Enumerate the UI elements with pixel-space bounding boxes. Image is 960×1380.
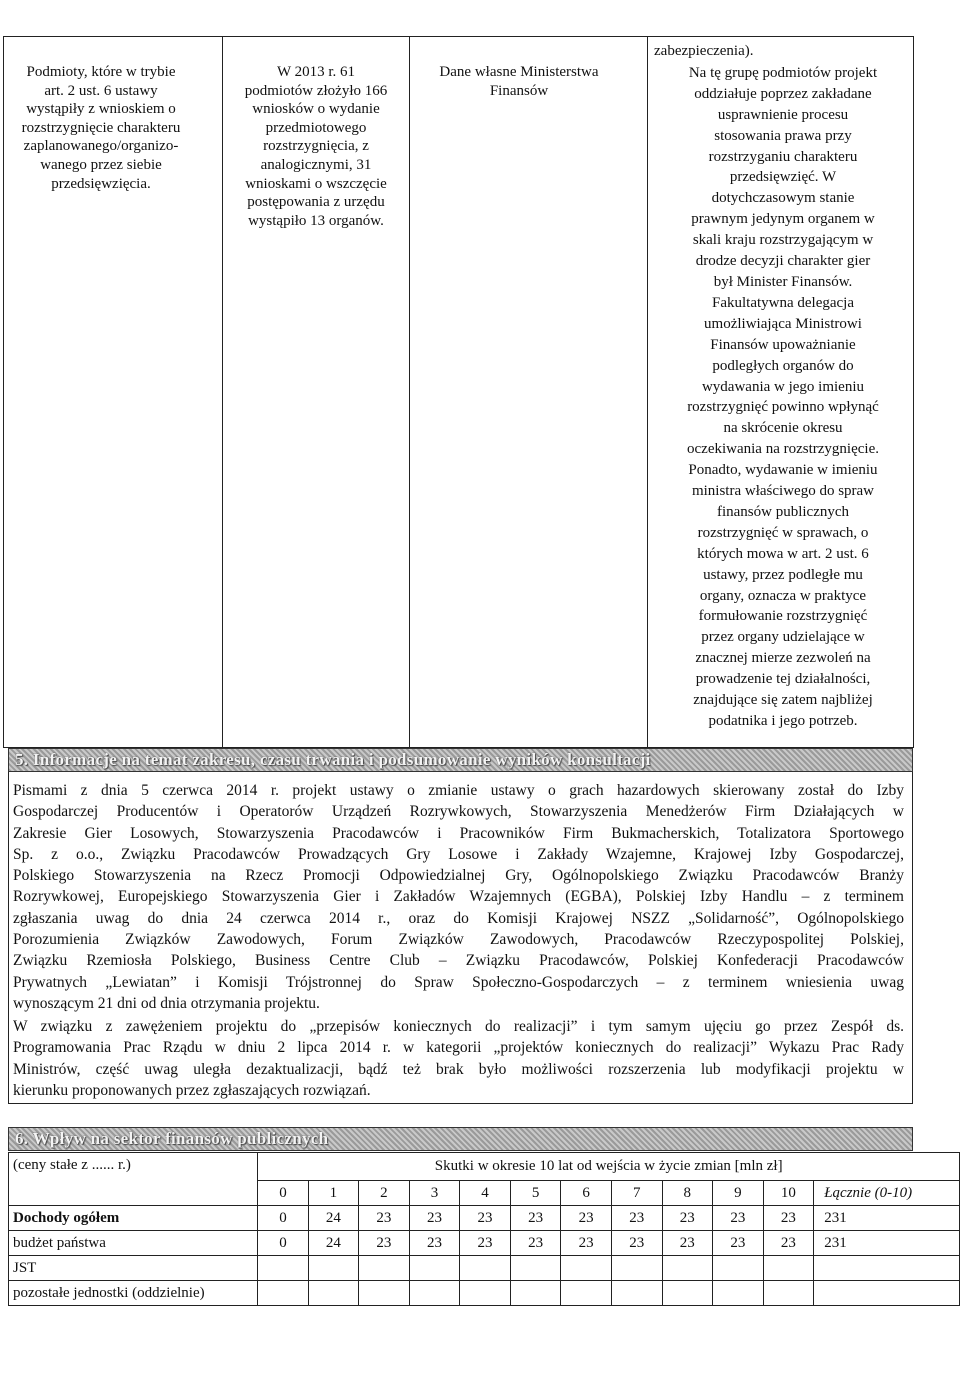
text-line: analogicznymi, 31 xyxy=(260,156,372,173)
text-line: W związku z zawężeniem projektu do „przepisów koniecznych do realizacji” i tym samym ujęciu go przez Zespół ds. xyxy=(13,1018,904,1035)
text-line: podatnika i jego potrzeb. xyxy=(708,713,858,729)
value-cell xyxy=(409,1256,460,1281)
text-line: oddziałuje poprzez zakładane xyxy=(694,85,872,102)
year-header-cell: 3 xyxy=(409,1181,460,1206)
text-line: ministra właściwego do spraw xyxy=(691,483,875,500)
value-cell xyxy=(308,1281,359,1306)
total-cell: 231 xyxy=(814,1231,960,1256)
finance-row xyxy=(9,1281,960,1306)
text-line: wydawania w jego imieniu xyxy=(701,378,865,395)
text-line: rozstrzygnięcia, z xyxy=(263,138,369,155)
value-cell xyxy=(763,1256,814,1281)
impact-description-cell xyxy=(654,41,912,732)
text-line: drodze decyzji charakter gier xyxy=(695,253,871,270)
text-line: których mowa w art. 2 ust. 6 xyxy=(697,545,869,562)
row-label: JST xyxy=(9,1256,258,1281)
text-line: oczekiwania na rozstrzygnięcie. xyxy=(687,441,879,458)
text-line: Na tę grupę podmiotów projekt xyxy=(688,64,878,81)
value-cell xyxy=(258,1281,308,1306)
value-cell: 23 xyxy=(662,1206,713,1231)
total-header-cell: Łącznie (0-10) xyxy=(814,1181,960,1206)
value-cell: 23 xyxy=(763,1206,814,1231)
text-line: Programowania Prac Rządu w dniu 2 lipca 2014 r. w kategorii „projektów koniecznych do realizacji” Wykazu Prac Rady xyxy=(13,1039,904,1057)
text-line: usprawnienie procesu xyxy=(717,106,849,123)
value-cell: 23 xyxy=(359,1206,410,1231)
column-divider xyxy=(222,37,223,747)
text-line: finansów publicznych xyxy=(716,503,850,520)
entity-size-cell xyxy=(227,63,405,230)
value-cell xyxy=(561,1281,612,1306)
value-cell: 0 xyxy=(258,1231,308,1256)
section-5-header xyxy=(8,748,913,772)
text-line: ustawy, przez podległe mu xyxy=(703,566,863,583)
value-cell: 23 xyxy=(409,1231,460,1256)
value-cell xyxy=(359,1256,410,1281)
value-cell: 23 xyxy=(611,1206,662,1231)
value-cell xyxy=(308,1256,359,1281)
text-line: umożliwiająca Ministrowi xyxy=(704,315,862,332)
effects-header: Skutki w okresie 10 lat od wejścia w życie zmian [mln zł] xyxy=(258,1153,960,1181)
text-line: przedsięwzięć. W xyxy=(729,169,837,186)
value-cell: 0 xyxy=(258,1206,308,1231)
total-cell: 231 xyxy=(814,1206,960,1231)
value-cell: 23 xyxy=(460,1231,511,1256)
row-label: pozostałe jednostki (oddzielnie) xyxy=(9,1281,258,1306)
total-cell xyxy=(814,1256,960,1281)
value-cell xyxy=(258,1256,308,1281)
finance-row xyxy=(9,1256,960,1281)
year-header-cell: 2 xyxy=(359,1181,410,1206)
text-line: Gospodarczej Producentów i Operatorów Urządzeń Rozrywkowych, Stowarzyszenia Menedżerów Firm Działających w xyxy=(13,803,904,821)
text-line: zaplanowanego/organizo- xyxy=(23,138,179,155)
text-line: Zakresie Gier Losowych, Stowarzyszenia Pracodawców i Pracowników Firm Bukmacherskich, Totalizatora Sportowego xyxy=(13,824,904,842)
text-line: Fakultatywna delegacja xyxy=(711,294,855,311)
text-line: rozstrzygnięć powinno wpłynąć xyxy=(687,399,879,416)
consultation-summary-box xyxy=(8,772,913,1104)
text-line: Dane własne Ministerstwa xyxy=(439,64,599,80)
cell-text-line: zabezpieczenia). xyxy=(654,43,754,59)
text-line: Sp. z o.o., Związku Pracodawców Prowadzących Gry Losowe i Zakłady Wzajemne, Krajowej Izby Gospodarczej, xyxy=(13,845,904,863)
value-cell: 23 xyxy=(713,1206,764,1231)
consultation-paragraph-1 xyxy=(13,780,904,1014)
value-cell xyxy=(460,1281,511,1306)
text-line: wanego przez siebie xyxy=(40,156,162,173)
year-header-cell: 7 xyxy=(611,1181,662,1206)
year-header-cell: 1 xyxy=(308,1181,359,1206)
text-line: przedsięwzięcia. xyxy=(51,175,151,192)
value-cell: 24 xyxy=(308,1231,359,1256)
text-line: przedmiotowego xyxy=(265,119,367,136)
value-cell xyxy=(510,1281,561,1306)
value-cell xyxy=(611,1281,662,1306)
value-cell: 23 xyxy=(510,1206,561,1231)
year-header-cell: 0 xyxy=(258,1181,308,1206)
year-header-cell: 5 xyxy=(510,1181,561,1206)
text-line: podległych organów do xyxy=(712,357,854,374)
text-line: rozstrzyganiu charakteru xyxy=(708,148,858,165)
text-line: postępowania z urzędu xyxy=(247,194,385,211)
text-line: Prywatnych „Lewiatan” i Komisji Trójstronnej do Spraw Społeczno-Gospodarczych – z terminem wniesienia uwag xyxy=(13,973,904,991)
column-divider xyxy=(647,37,648,747)
text-line: zgłaszania uwag do dnia 24 czerwca 2014 r., oraz do Komisji Krajowej NSZZ „Solidarność”, Ogólnopolskiego xyxy=(13,909,904,927)
text-line: Finansów upoważnianie xyxy=(710,336,856,353)
text-line: znajdujące się zatem najbliżej xyxy=(693,692,873,709)
value-cell: 23 xyxy=(561,1231,612,1256)
text-line: Ministrów, część uwag uległa dezaktualizacji, bądź też brak było możliwości rozszerzenia lub modyfikacji projektu w xyxy=(13,1060,904,1078)
value-cell xyxy=(510,1256,561,1281)
text-line: przez organy udzielające w xyxy=(701,629,865,646)
text-line: Podmioty, które w trybie xyxy=(26,64,176,80)
text-line: wynoszącym 21 dni od dnia otrzymania projektu. xyxy=(13,994,320,1012)
value-cell: 23 xyxy=(763,1231,814,1256)
text-line: wniosków o wydanie xyxy=(252,101,380,118)
year-header-cell: 10 xyxy=(763,1181,814,1206)
text-line: skali kraju rozstrzygającym w xyxy=(692,232,874,249)
total-cell xyxy=(814,1281,960,1306)
value-cell xyxy=(561,1256,612,1281)
year-header-cell: 9 xyxy=(713,1181,764,1206)
section-6-title: 6. Wpływ na sektor finansów publicznych xyxy=(15,1129,329,1148)
section-6-header xyxy=(8,1127,913,1151)
value-cell: 24 xyxy=(308,1206,359,1231)
year-header-cell: 4 xyxy=(460,1181,511,1206)
value-cell: 23 xyxy=(713,1231,764,1256)
text-line: Pismami z dnia 5 czerwca 2014 r. projekt ustawy o zmianie ustawy o grach hazardowych skierowany został do Izby xyxy=(13,782,904,799)
value-cell xyxy=(713,1281,764,1306)
text-line: Polskiego Stowarzyszenia na Rzecz Promocji Odpowiedzialnej Gry, Ogólnopolskiego Związku Pracodawców Branży xyxy=(13,867,904,885)
value-cell: 23 xyxy=(510,1231,561,1256)
value-cell xyxy=(713,1256,764,1281)
text-line: wystąpiło 13 organów. xyxy=(248,212,384,229)
text-line: Rozrywkowej, Europejskiego Stowarzyszenia Gier i Zakładów Wzajemnych (EGBA), Polskiej Izby Handlu – z terminem xyxy=(13,888,904,906)
text-line: Ponadto, wydawanie w imieniu xyxy=(688,462,878,479)
text-line: rozstrzygnięcie charakteru xyxy=(21,119,181,136)
text-line: art. 2 ust. 6 ustawy xyxy=(44,82,158,99)
section-5-title: 5. Informacje na temat zakresu, czasu trwania i podsumowanie wyników konsultacji xyxy=(15,750,651,769)
column-divider xyxy=(409,37,410,747)
finance-row xyxy=(9,1206,960,1231)
text-line: organy, oznacza w praktyce xyxy=(699,587,867,604)
value-cell: 23 xyxy=(460,1206,511,1231)
text-line: wystąpiły z wnioskiem o xyxy=(26,101,176,118)
value-cell: 23 xyxy=(409,1206,460,1231)
value-cell: 23 xyxy=(611,1231,662,1256)
value-cell xyxy=(763,1281,814,1306)
year-header-cell: 8 xyxy=(662,1181,713,1206)
text-line: znacznej mierze zezwoleń na xyxy=(695,650,871,667)
impact-table-continuation xyxy=(3,36,914,748)
consultation-paragraph-2 xyxy=(13,1016,904,1101)
text-line: był Minister Finansów. xyxy=(713,273,853,290)
value-cell xyxy=(662,1256,713,1281)
text-line: rozstrzygnięć w sprawach, o xyxy=(697,524,869,541)
affected-entities-cell xyxy=(6,63,196,193)
value-cell: 23 xyxy=(662,1231,713,1256)
row-label: budżet państwa xyxy=(9,1231,258,1256)
text-line: Finansów xyxy=(489,82,549,99)
text-line: W 2013 r. 61 xyxy=(276,64,356,80)
text-line: wnioskami o wszczęcie xyxy=(245,175,387,192)
finance-row xyxy=(9,1231,960,1256)
text-line: prawnym jedynym organem w xyxy=(691,211,875,228)
year-header-cell: 6 xyxy=(561,1181,612,1206)
value-cell xyxy=(662,1281,713,1306)
prices-label: (ceny stałe z ...... r.) xyxy=(9,1153,258,1206)
text-line: dotychczasowym stanie xyxy=(711,190,855,207)
text-line: formułowanie rozstrzygnięć xyxy=(698,608,868,625)
text-line: na skrócenie okresu xyxy=(723,420,843,437)
value-cell: 23 xyxy=(561,1206,612,1231)
text-line: Związku Rzemiosła Polskiego, Business Centre Club – Związku Pracodawców, Polskiej Konfederacji Pracodawców xyxy=(13,952,904,970)
value-cell xyxy=(359,1281,410,1306)
value-cell xyxy=(611,1256,662,1281)
text-line: podmiotów złożyło 166 xyxy=(244,82,388,99)
value-cell xyxy=(409,1281,460,1306)
data-source-cell xyxy=(414,63,624,100)
value-cell: 23 xyxy=(359,1231,410,1256)
public-finance-table xyxy=(8,1152,960,1306)
text-line: Porozumienia Związków Zawodowych, Forum Związków Zawodowych, Pracodawców Rzeczypospolitej Polskiej, xyxy=(13,931,904,949)
text-line: prowadzenie tej działalności, xyxy=(695,671,871,688)
text-line: kierunku proponowanych przez zgłaszających rozwiązań. xyxy=(13,1081,371,1099)
value-cell xyxy=(460,1256,511,1281)
text-line: stosowania prawa przy xyxy=(714,127,852,144)
row-label: Dochody ogółem xyxy=(9,1206,258,1231)
